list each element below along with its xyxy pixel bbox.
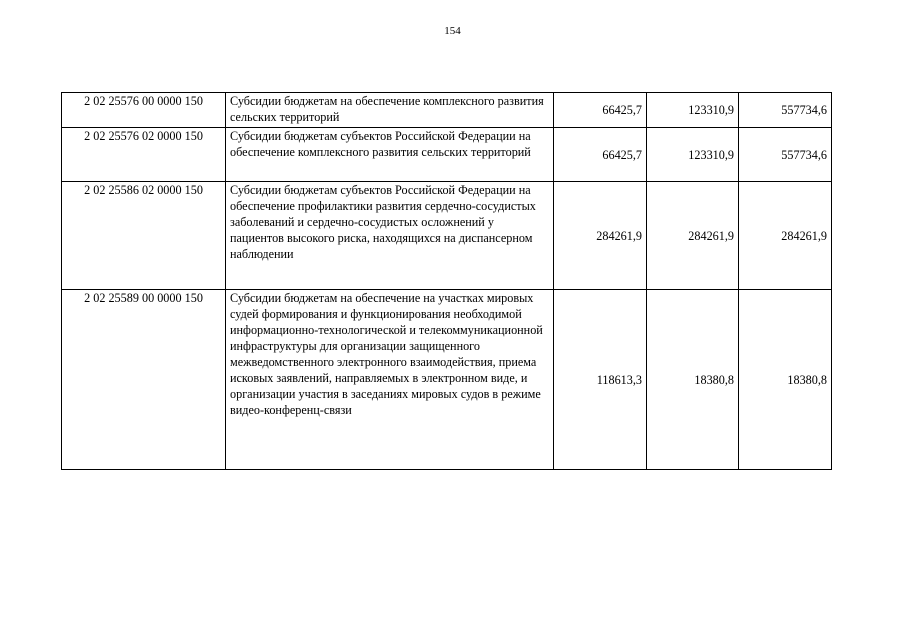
classification-code: 2 02 25589 00 0000 150 bbox=[62, 290, 226, 470]
revenue-description: Субсидии бюджетам субъектов Российской Федерации на обеспечение профилактики развития сердечно-сосудистых заболеваний и сердечно-сосудистых осложнений у пациентов высокого риска, находящихся на диспансерном наблюдении bbox=[226, 182, 554, 290]
classification-code: 2 02 25576 02 0000 150 bbox=[62, 128, 226, 182]
amount-year-1: 66425,7 bbox=[554, 128, 647, 182]
amount-year-1: 118613,3 bbox=[554, 290, 647, 470]
revenue-description: Субсидии бюджетам на обеспечение на участках мировых судей формирования и функционирования необходимой информационно-технологической и телекоммуникационной инфраструктуры для организации защищенного межведомственного электронного взаимодействия, приема исковых заявлений, направляемых в электронном виде, и организации участия в заседаниях мировых судов в режиме видео-конференц-связи bbox=[226, 290, 554, 470]
amount-year-3: 284261,9 bbox=[739, 182, 832, 290]
amount-year-2: 123310,9 bbox=[647, 128, 739, 182]
budget-table bbox=[61, 92, 832, 470]
revenue-description: Субсидии бюджетам на обеспечение комплексного развития сельских территорий bbox=[226, 93, 554, 128]
table-row bbox=[62, 290, 832, 470]
revenue-description: Субсидии бюджетам субъектов Российской Федерации на обеспечение комплексного развития сельских территорий bbox=[226, 128, 554, 182]
amount-year-1: 284261,9 bbox=[554, 182, 647, 290]
amount-year-1: 66425,7 bbox=[554, 93, 647, 128]
amount-year-2: 18380,8 bbox=[647, 290, 739, 470]
amount-year-2: 284261,9 bbox=[647, 182, 739, 290]
classification-code: 2 02 25586 02 0000 150 bbox=[62, 182, 226, 290]
table-row bbox=[62, 93, 832, 128]
amount-year-3: 557734,6 bbox=[739, 93, 832, 128]
table-row bbox=[62, 128, 832, 182]
page-number: 154 bbox=[444, 25, 461, 37]
table-row bbox=[62, 182, 832, 290]
classification-code: 2 02 25576 00 0000 150 bbox=[62, 93, 226, 128]
amount-year-2: 123310,9 bbox=[647, 93, 739, 128]
amount-year-3: 557734,6 bbox=[739, 128, 832, 182]
amount-year-3: 18380,8 bbox=[739, 290, 832, 470]
